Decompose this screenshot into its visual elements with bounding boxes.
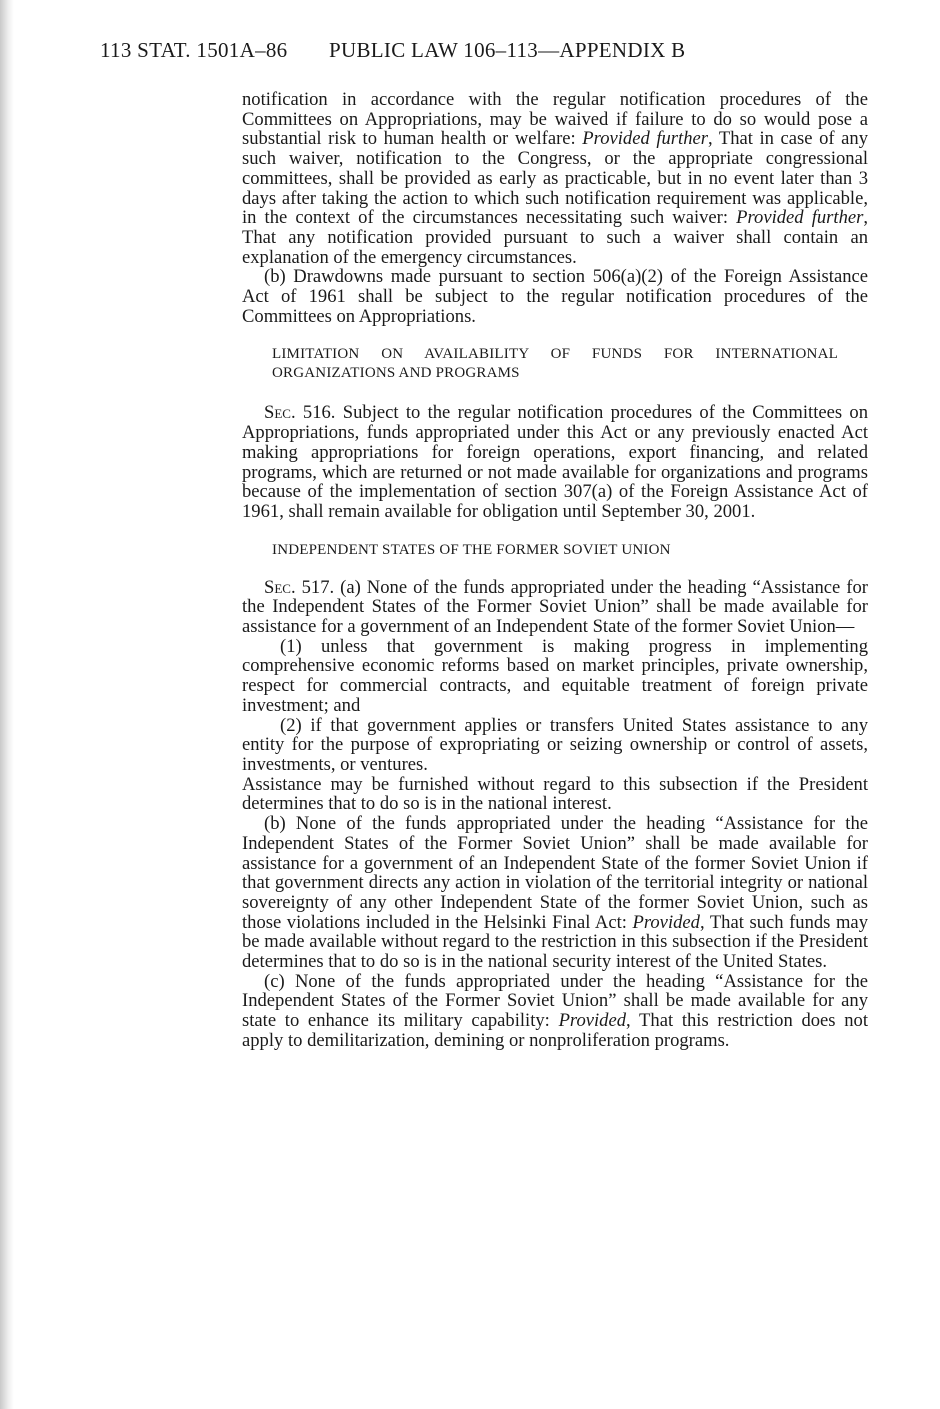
section-text: (a) None of the funds appropriated under the heading “Assistance for the Independent States of the Former Soviet Union” shall be made available for assistance for a government of an Independent State of the former Soviet Union— — [242, 576, 868, 638]
italic-proviso: Provided — [558, 1010, 627, 1032]
italic-proviso: Provided — [632, 911, 700, 933]
public-law-title: PUBLIC LAW 106–113—APPENDIX B — [329, 38, 686, 62]
section-517-c — [242, 972, 868, 1051]
section-heading-independent-states: INDEPENDENT STATES OF THE FORMER SOVIET UNION — [272, 541, 671, 558]
italic-proviso: Provided further — [582, 128, 708, 150]
text-run: , That in case of any such waiver, notification to the Congress, or the appropriate congressional committees, shall be provided as early as practicable, but in no event later than 3 days after taking the action to which such notification requirement was applicable, in the context of the circumstances necessitating such waiver: — [242, 128, 869, 229]
section-517-a — [242, 578, 868, 637]
text-run: notification in accordance with the regular notification procedures of the Committees on Appropriations, may be waived if failure to do so would pose a substantial risk to human health or welfare: — [242, 89, 868, 150]
section-517-b — [242, 814, 868, 972]
italic-proviso: Provided further — [736, 207, 864, 229]
section-label: Sec. 517. — [264, 576, 335, 598]
page-header — [100, 38, 685, 63]
text-run: , That this restriction does not apply to demilitarization, demining or nonproliferation programs. — [242, 1010, 869, 1051]
clause-2: (2) if that government applies or transfers United States assistance to any entity for the purpose of expropriating or seizing ownership or control of assets, investments, or ventures. — [242, 714, 868, 775]
text-run: , That any notification provided pursuant to such a waiver shall contain an explanation of the emergency circumstances. — [242, 207, 869, 268]
text-run: (c) None of the funds appropriated under the heading “Assistance for the Independent States of the Former Soviet Union” shall be made available for any state to enhance its military capability: — [242, 970, 868, 1032]
section-label: Sec. 516. — [264, 402, 336, 424]
section-heading-limitation: LIMITATION ON AVAILABILITY OF FUNDS FOR INTERNATIONAL ORGANIZATIONS AND PROGRAMS — [272, 346, 838, 382]
page-edge-shadow — [0, 0, 14, 1409]
paragraph-drawdowns: (b) Drawdowns made pursuant to section 506(a)(2) of the Foreign Assistance Act of 1961 shall be subject to the regular notification procedures of the Committees on Appropriations. — [242, 266, 868, 327]
text-run: , That such funds may be made available without regard to the restriction in this subsection if the President determines that to do so is in the national security interest of the United States. — [242, 911, 868, 973]
section-text: Subject to the regular notification procedures of the Committees on Appropriations, funds appropriated under this Act or any previously enacted Act making appropriations for foreign operations, export financing, and related programs, which are returned or not made available for organizations and programs because of the implementation of section 307(a) of the Foreign Assistance Act of 1961, shall remain available for obligation until September 30, 2001. — [242, 402, 868, 522]
paragraph-waiver-notification — [242, 90, 868, 267]
statute-citation: 113 STAT. 1501A–86 — [100, 38, 288, 62]
section-516 — [242, 403, 868, 521]
document-body — [242, 90, 868, 1051]
text-run: (b) None of the funds appropriated under the heading “Assistance for the Independent States of the Former Soviet Union” shall be made available for assistance for a government of an Independent State of the former Soviet Union if that government directs any action in violation of the territorial integrity or national sovereignty of any other Independent State of the former Soviet Union, such as those violations included in the Helsinki Final Act: — [242, 813, 868, 933]
paragraph-assistance-tail: Assistance may be furnished without regard to this subsection if the President determines that to do so is in the national interest. — [242, 773, 868, 815]
clause-1: (1) unless that government is making progress in implementing comprehensive economic reforms based on market principles, private ownership, respect for commercial contracts, and equitable treatment of foreign private investment; and — [242, 635, 868, 716]
